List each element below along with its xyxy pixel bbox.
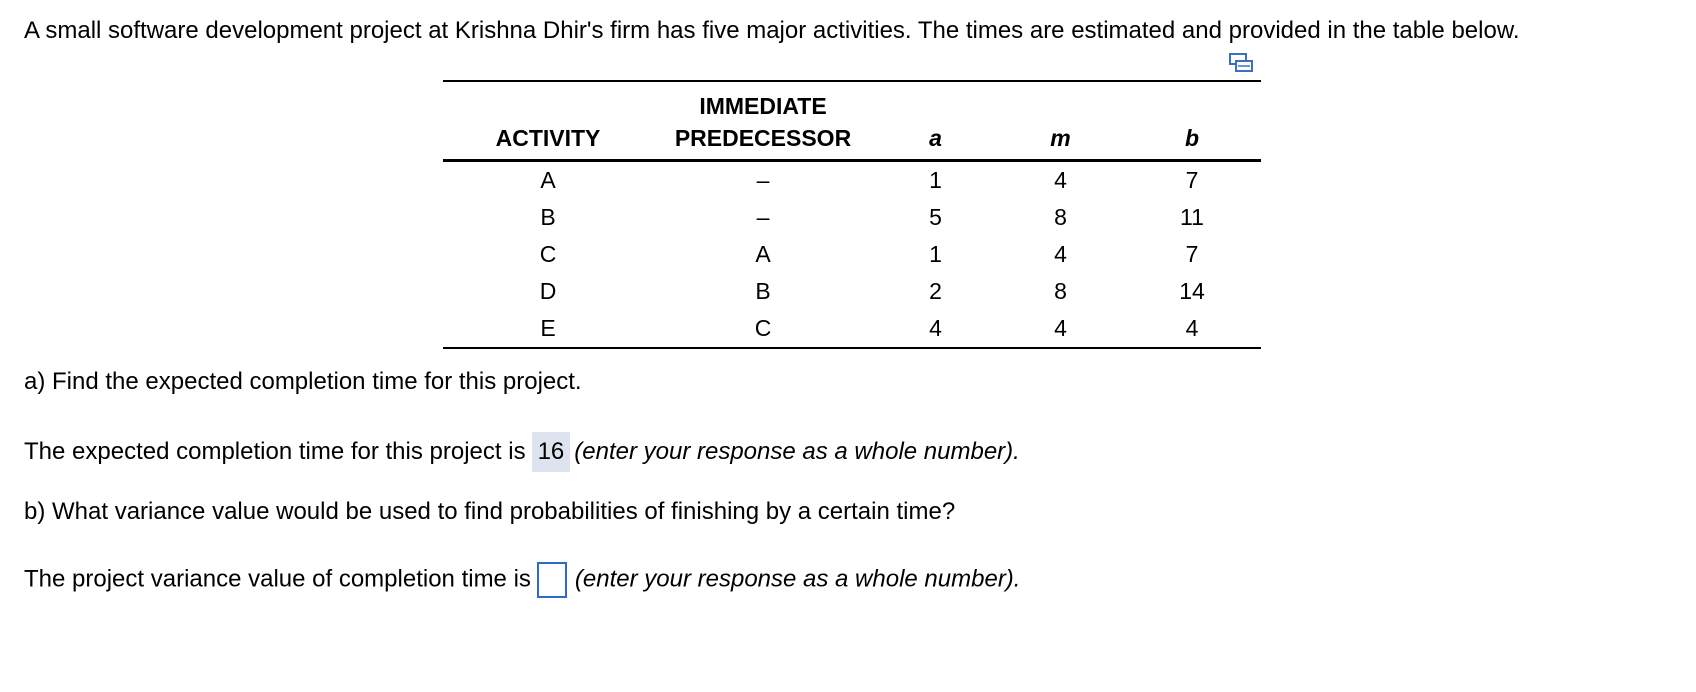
part-a-answer-hint: (enter your response as a whole number).: [574, 438, 1020, 465]
cell-b: 14: [1179, 278, 1205, 304]
cell-b: 11: [1180, 204, 1204, 230]
cell-activity: B: [540, 204, 556, 230]
part-a-answer-prefix: The expected completion time for this project is: [24, 438, 526, 465]
part-b-question: b) What variance value would be used to find probabilities of finishing by a certain time?: [24, 498, 956, 525]
cell-activity: C: [539, 241, 557, 267]
problem-intro: A small software development project at Krishna Dhir's firm has five major activities. The times are estimated and provided in the table below.: [24, 17, 1520, 44]
table-row: [443, 161, 1261, 200]
cell-m: 8: [1054, 204, 1067, 230]
cell-activity: E: [443, 310, 653, 348]
cell-activity: D: [539, 278, 557, 304]
cell-predecessor: B: [755, 278, 771, 304]
cell-b: 7: [1185, 167, 1199, 193]
cell-a: 4: [873, 310, 998, 348]
part-a-answer-line: [24, 432, 1020, 472]
header-b: b: [1123, 82, 1261, 161]
part-b-answer-prefix: The project variance value of completion time is: [24, 565, 531, 593]
header-m: m: [998, 82, 1123, 161]
cell-m: 8: [1054, 278, 1067, 304]
table-row: [443, 273, 1261, 310]
cell-a: 1: [929, 241, 942, 267]
cell-predecessor: C: [653, 310, 873, 348]
cell-b: 7: [1185, 241, 1199, 267]
cell-b: 4: [1123, 310, 1261, 348]
cell-predecessor: –: [756, 167, 770, 193]
part-b-answer-line: [24, 562, 1020, 598]
header-immediate-predecessor: IMMEDIATE PREDECESSOR: [653, 82, 873, 161]
table-row: [443, 310, 1261, 348]
part-a-answer-value[interactable]: 16: [532, 432, 571, 472]
cell-predecessor: –: [756, 204, 770, 230]
cell-m: 4: [1054, 241, 1067, 267]
table-row: [443, 236, 1261, 273]
cell-activity: A: [540, 167, 556, 193]
cell-a: 1: [929, 167, 942, 193]
cell-m: 4: [998, 310, 1123, 348]
header-a: a: [873, 82, 998, 161]
table-row: [443, 199, 1261, 236]
header-activity: ACTIVITY: [443, 82, 653, 161]
part-a-question: a) Find the expected completion time for this project.: [24, 368, 582, 395]
cell-a: 2: [929, 278, 942, 304]
copy-table-icon[interactable]: [1228, 52, 1254, 74]
cell-m: 4: [1054, 167, 1067, 193]
variance-answer-input[interactable]: [537, 562, 567, 598]
part-b-answer-hint: (enter your response as a whole number).: [574, 565, 1021, 593]
cell-a: 5: [929, 204, 942, 230]
cell-predecessor: A: [755, 241, 771, 267]
activity-table: [443, 80, 1261, 349]
